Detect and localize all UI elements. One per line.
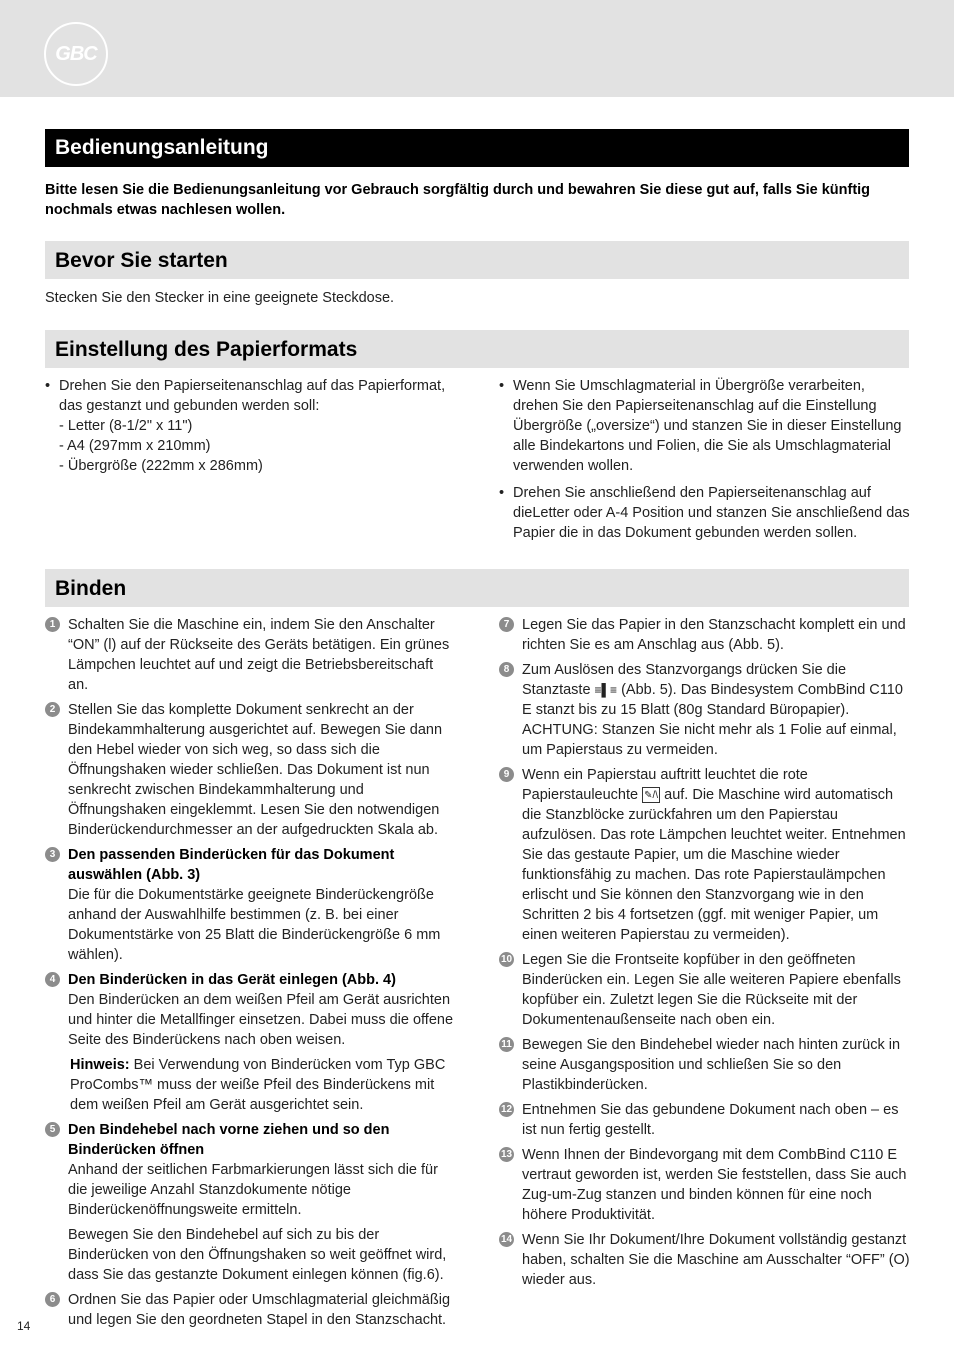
step-text: Bewegen Sie den Bindehebel wieder nach hinten zurück in seine Ausgangsposition und schließen Sie so den Plastikbinderücken. xyxy=(522,1037,901,1094)
step-text: Schalten Sie die Maschine ein, indem Sie den Anschalter “ON” (l) auf der Rückseite des Geräts betätigen. Ein grünes Lämpchen leuchtet auf und zeigt die Betriebsbereitschaft an. xyxy=(68,617,450,693)
step-number: 12 xyxy=(500,1104,513,1116)
section-title-manual: Bedienungsanleitung xyxy=(45,129,909,167)
step-number: 1 xyxy=(45,617,60,632)
step-number: 4 xyxy=(45,972,60,987)
section-title-bind: Binden xyxy=(45,569,909,607)
step-text: Wenn Sie Ihr Dokument/Ihre Dokument vollständig gestanzt haben, schalten Sie die Maschine am Ausschalter “OFF” (O) wieder aus. xyxy=(522,1232,910,1289)
hint-note xyxy=(68,1055,457,1115)
step-text: Anhand der seitlichen Farbmarkierungen lässt sich die für die jeweilige Anzahl Stanzdokumente nötige Binderückenöffnungsweite ermitteln. xyxy=(68,1162,438,1218)
step-10 xyxy=(499,950,911,1030)
step-number: 5 xyxy=(45,1122,60,1137)
step-1 xyxy=(45,615,457,695)
step-number: 7 xyxy=(499,617,514,632)
section-title-before: Bevor Sie starten xyxy=(45,241,909,279)
format-option: - Letter (8-1/2" x 11") xyxy=(59,418,193,434)
step-text: Die für die Dokumentstärke geeignete Binderückengröße anhand der Auswahlhilfe bestimmen (z. B. bei einer Dokumentstärke von 25 Blatt die Binderückengröße 6 mm wählen). xyxy=(68,887,441,963)
bind-left-column xyxy=(45,615,457,1335)
step-6 xyxy=(45,1290,457,1330)
step-text: Stellen Sie das komplette Dokument senkrecht an der Bindekammhalterung ausgerichtet auf. Bewegen Sie dann den Hebel wieder von sich weg, so dass sich die Öffnungshaken wieder schließen. Das Dokument ist nun senkrecht zwischen Bindekammhalterung und Öffnungshaken eingeklemmt. Lesen Sie den notwendigen Binderückendurchmesser an der aufgedruckten Skala ab. xyxy=(68,702,443,838)
step-number: 3 xyxy=(45,847,60,862)
step-text: Bewegen Sie den Bindehebel auf sich zu bis der Binderücken von den Öffnungshaken so weit geöffnet wird, dass Sie das gestanzte Dokument einlegen können (fig.6). xyxy=(68,1227,447,1283)
step-text: Legen Sie das Papier in den Stanzschacht komplett ein und richten Sie es am Anschlag aus (Abb. 5). xyxy=(522,617,906,653)
hint-text: Bei Verwendung von Binderücken vom Typ GBC ProCombs™ muss der weiße Pfeil des Binderückens mit dem weißen Pfeil am Gerät ausgerichtet sein. xyxy=(70,1057,446,1113)
format-option: - Übergröße (222mm x 286mm) xyxy=(59,458,263,474)
format-option: - A4 (297mm x 210mm) xyxy=(59,438,211,454)
step-title: Den passenden Binderücken für das Dokument auswählen (Abb. 3) xyxy=(68,847,395,883)
step-13 xyxy=(499,1145,911,1225)
step-14 xyxy=(499,1230,911,1290)
step-number: 8 xyxy=(499,662,514,677)
page-number: 14 xyxy=(17,1319,31,1333)
step-5 xyxy=(45,1120,457,1285)
step-text: Ordnen Sie das Papier oder Umschlagmaterial gleichmäßig und legen Sie den geordneten Stapel in den Stanzschacht. xyxy=(68,1292,451,1328)
step-number: 10 xyxy=(500,954,513,966)
step-number: 13 xyxy=(500,1149,513,1161)
intro-text: Bitte lesen Sie die Bedienungsanleitung vor Gebrauch sorgfältig durch und bewahren Sie diese gut auf, falls Sie künftig nochmals etwas nachlesen wollen. xyxy=(45,182,871,218)
step-3 xyxy=(45,845,457,965)
step-7 xyxy=(499,615,911,655)
step-text: Zum Auslösen des Stanzvorgangs drücken Sie die Stanztaste xyxy=(522,662,847,698)
section-title-paper: Einstellung des Papierformats xyxy=(45,330,909,368)
paper-right-column xyxy=(499,376,911,543)
step-text: Wenn Ihnen der Bindevorgang mit dem CombBind C110 E vertraut geworden ist, werden Sie feststellen, dass Sie auch Zug-um-Zug stanzen und binden können für eine noch höhere Produktivität. xyxy=(522,1147,907,1224)
step-title: Den Binderücken in das Gerät einlegen (Abb. 4) xyxy=(68,972,396,988)
step-text: Entnehmen Sie das gebundene Dokument nach oben – es ist nun fertig gestellt. xyxy=(522,1102,899,1139)
step-number: 11 xyxy=(499,1037,514,1052)
step-2 xyxy=(45,700,457,840)
step-number: 2 xyxy=(45,702,60,717)
step-number: 14 xyxy=(500,1234,513,1246)
step-4 xyxy=(45,970,457,1115)
step-text: Wenn ein Papierstau auftritt leuchtet die rote Papierstauleuchte xyxy=(522,767,808,804)
hint-label: Hinweis: xyxy=(70,1057,130,1073)
gbc-logo: GBC xyxy=(44,22,108,86)
punch-button-icon: ≡▌≡ xyxy=(594,683,618,698)
step-11 xyxy=(499,1035,911,1095)
step-text: auf. Die Maschine wird automatisch die Stanzblöcke zurückfahren um den Papierstau aufzulösen. Das rote Lämpchen leuchtet weiter. Entnehmen Sie das gestaute Papier, um die Maschine wieder funktionsfähig zu machen. Das rote Papierstaulämpchen erlischt und Sie können den Stanzvorgang wie in den Schritten 2 bis 4 fortsetzen (ggf. mit weniger Papier, um einen weiteren Papierstau zu vermeiden). xyxy=(522,787,906,944)
step-9 xyxy=(499,765,911,945)
paper-jam-icon: ✎/\ xyxy=(642,787,660,803)
paper-left-column xyxy=(45,376,455,476)
step-text: Legen Sie die Frontseite kopfüber in den geöffneten Binderücken ein. Legen Sie alle weiteren Papiere ebenfalls kopfüber ein. Zuletzt legen Sie die Rückseite mit der Dokumentenaußenseite nach oben ein. xyxy=(522,952,901,1029)
step-8 xyxy=(499,660,911,760)
step-text: (Abb. 5). Das Bindesystem CombBind C110 E stanzt bis zu 15 Blatt (80g Standard Büropapier). ACHTUNG: Stanzen Sie nicht mehr als 1 Folie auf einmal, um Papierstaus zu vermeiden. xyxy=(522,682,903,759)
bind-right-column xyxy=(499,615,911,1295)
before-text: Stecken Sie den Stecker in eine geeignete Steckdose. xyxy=(45,290,395,306)
paper-bullet: • Drehen Sie anschließend den Papierseitenanschlag auf dieLetter oder A-4 Position und stanzen Sie anschließend das Papier die in das Dokument gebunden werden sollen. xyxy=(499,483,911,543)
header-band xyxy=(0,0,954,97)
step-12 xyxy=(499,1100,911,1140)
step-title: Den Bindehebel nach vorne ziehen und so den Binderücken öffnen xyxy=(68,1122,390,1158)
step-number: 9 xyxy=(499,767,514,782)
step-text: Den Binderücken an dem weißen Pfeil am Gerät ausrichten und hinter die Metallfinger einsetzen. Dabei muss die offene Seite des Binderückens nach oben weisen. xyxy=(68,992,454,1048)
step-number: 6 xyxy=(45,1292,60,1307)
paper-bullet: • Drehen Sie den Papierseitenanschlag auf das Papierformat, das gestanzt und gebunden werden soll: xyxy=(45,376,455,416)
paper-bullet: • Wenn Sie Umschlagmaterial in Übergröße verarbeiten, drehen Sie den Papierseitenanschlag auf die Einstellung Übergröße („oversize“) und stanzen Sie in dieser Einstellung alle Bindekartons und Folien, die Sie als Umschlagmaterial verwenden wollen. xyxy=(499,376,911,476)
